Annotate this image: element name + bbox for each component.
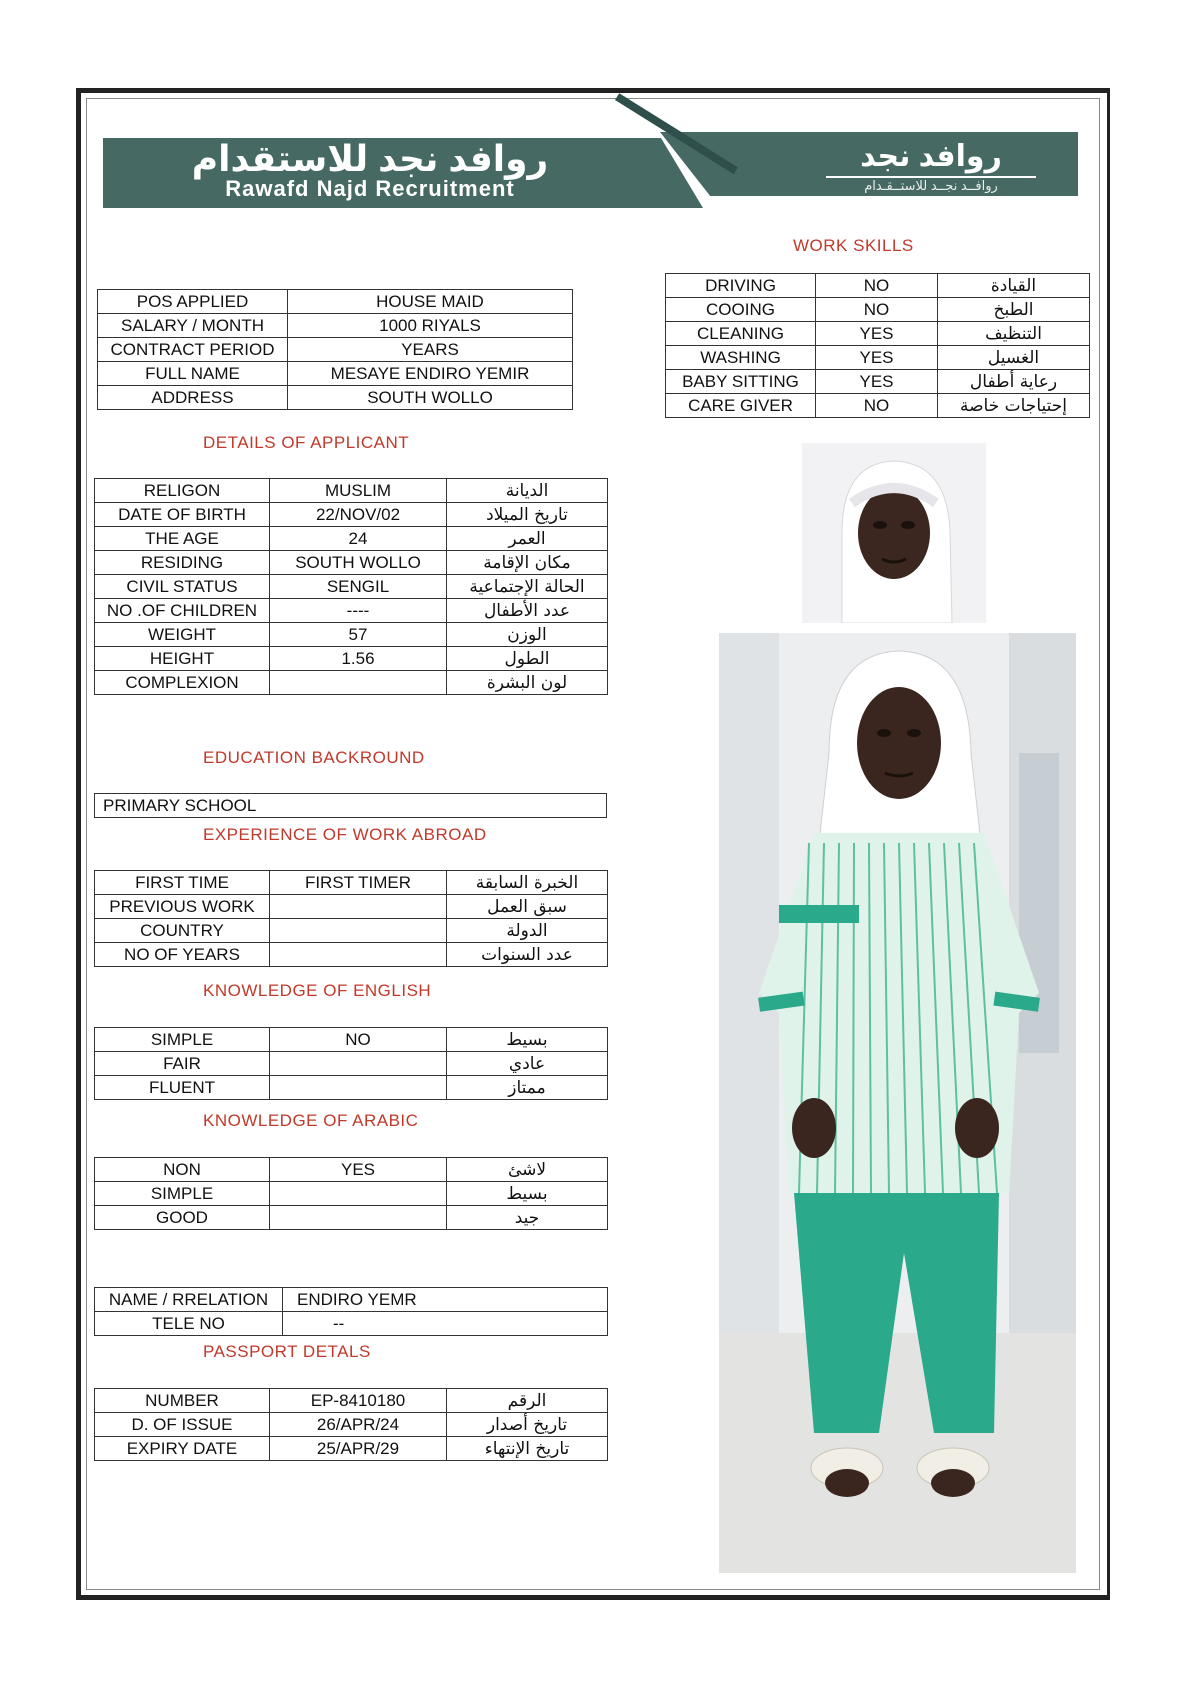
detail-value: SENGIL xyxy=(270,575,447,599)
experience-table xyxy=(94,870,608,967)
portrait-photo xyxy=(802,443,986,623)
detail-value: ---- xyxy=(270,599,447,623)
table-row xyxy=(95,527,608,551)
english-level-arabic: ممتاز xyxy=(447,1076,608,1100)
english-title: KNOWLEDGE OF ENGLISH xyxy=(203,981,432,1000)
experience-value xyxy=(270,919,447,943)
company-logo: روافد نجد xyxy=(826,140,1036,178)
detail-value: SOUTH WOLLO xyxy=(270,551,447,575)
arabic-level-label: NON xyxy=(95,1158,270,1182)
arabic-level-arabic: بسيط xyxy=(447,1182,608,1206)
table-row xyxy=(666,298,1090,322)
detail-label-arabic: العمر xyxy=(447,527,608,551)
relation-table xyxy=(94,1287,608,1336)
experience-value xyxy=(270,895,447,919)
table-row xyxy=(95,1288,608,1312)
applicant-details-table xyxy=(94,478,608,695)
detail-label-arabic: لون البشرة xyxy=(447,671,608,695)
passport-value: 26/APR/24 xyxy=(270,1413,447,1437)
field-label: ADDRESS xyxy=(98,386,288,410)
table-row xyxy=(95,647,608,671)
experience-label-arabic: سبق العمل xyxy=(447,895,608,919)
education-value: PRIMARY SCHOOL xyxy=(95,794,607,818)
phone-value: -- xyxy=(283,1312,608,1336)
field-value: 1000 RIYALS xyxy=(288,314,573,338)
detail-label: NO .OF CHILDREN xyxy=(95,599,270,623)
experience-title: EXPERIENCE OF WORK ABROAD xyxy=(203,825,487,844)
passport-label-arabic: الرقم xyxy=(447,1389,608,1413)
address-value: SOUTH WOLLO xyxy=(288,386,573,410)
table-row xyxy=(95,479,608,503)
arabic-level-value: YES xyxy=(270,1158,447,1182)
arabic-level-arabic: لاشئ xyxy=(447,1158,608,1182)
table-row xyxy=(95,871,608,895)
english-level-value xyxy=(270,1052,447,1076)
full-body-photo xyxy=(719,633,1076,1573)
detail-value: 1.56 xyxy=(270,647,447,671)
skill-label-arabic: الطبخ xyxy=(938,298,1090,322)
experience-label: COUNTRY xyxy=(95,919,270,943)
skill-label: CLEANING xyxy=(666,322,816,346)
full-name-value: MESAYE ENDIRO YEMIR xyxy=(288,362,573,386)
arabic-knowledge-title: KNOWLEDGE OF ARABIC xyxy=(203,1111,419,1130)
table-row xyxy=(95,919,608,943)
english-level-arabic: بسيط xyxy=(447,1028,608,1052)
education-title: EDUCATION BACKROUND xyxy=(203,748,425,767)
detail-label-arabic: الحالة الإجتماعية xyxy=(447,575,608,599)
table-row xyxy=(95,599,608,623)
skill-label: WASHING xyxy=(666,346,816,370)
experience-label-arabic: عدد السنوات xyxy=(447,943,608,967)
detail-label: COMPLEXION xyxy=(95,671,270,695)
table-row xyxy=(95,1413,608,1437)
table-row xyxy=(98,386,573,410)
work-skills-title: WORK SKILLS xyxy=(793,236,914,255)
passport-title: PASSPORT DETALS xyxy=(203,1342,371,1361)
detail-label: THE AGE xyxy=(95,527,270,551)
table-row xyxy=(95,1389,608,1413)
detail-label: RESIDING xyxy=(95,551,270,575)
table-row xyxy=(666,346,1090,370)
portrait-illustration xyxy=(802,443,986,623)
table-row xyxy=(666,322,1090,346)
passport-table xyxy=(94,1388,608,1461)
experience-value: FIRST TIMER xyxy=(270,871,447,895)
skill-label-arabic: إحتياجات خاصة xyxy=(938,394,1090,418)
phone-label: TELE NO xyxy=(95,1312,283,1336)
arabic-knowledge-table xyxy=(94,1157,608,1230)
english-level-label: SIMPLE xyxy=(95,1028,270,1052)
table-row xyxy=(95,943,608,967)
table-row xyxy=(95,1028,608,1052)
table-row xyxy=(95,1312,608,1336)
detail-label: DATE OF BIRTH xyxy=(95,503,270,527)
detail-label-arabic: مكان الإقامة xyxy=(447,551,608,575)
english-level-value xyxy=(270,1076,447,1100)
table-row xyxy=(95,623,608,647)
skill-label: DRIVING xyxy=(666,274,816,298)
skill-label-arabic: رعاية أطفال xyxy=(938,370,1090,394)
detail-value xyxy=(270,671,447,695)
experience-label: PREVIOUS WORK xyxy=(95,895,270,919)
field-label: SALARY / MONTH xyxy=(98,314,288,338)
table-row xyxy=(95,1076,608,1100)
table-row xyxy=(95,1206,608,1230)
work-skills-table xyxy=(665,273,1090,418)
english-level-label: FAIR xyxy=(95,1052,270,1076)
table-row xyxy=(98,338,573,362)
relation-name-value: ENDIRO YEMR xyxy=(283,1288,608,1312)
field-value: YEARS xyxy=(288,338,573,362)
skill-value: YES xyxy=(816,346,938,370)
detail-label-arabic: تاريخ الميلاد xyxy=(447,503,608,527)
detail-label: RELIGON xyxy=(95,479,270,503)
skill-label: CARE GIVER xyxy=(666,394,816,418)
detail-label: HEIGHT xyxy=(95,647,270,671)
detail-label-arabic: الوزن xyxy=(447,623,608,647)
skill-value: NO xyxy=(816,394,938,418)
passport-label-arabic: تاريخ أصدار xyxy=(447,1413,608,1437)
skill-value: YES xyxy=(816,370,938,394)
skill-label-arabic: الغسيل xyxy=(938,346,1090,370)
passport-label: EXPIRY DATE xyxy=(95,1437,270,1461)
experience-label: FIRST TIME xyxy=(95,871,270,895)
english-level-value: NO xyxy=(270,1028,447,1052)
full-body-illustration xyxy=(719,633,1076,1573)
brand-name-arabic: روافد نجد للاستقدام xyxy=(191,138,549,179)
experience-label-arabic: الدولة xyxy=(447,919,608,943)
experience-label-arabic: الخبرة السابقة xyxy=(447,871,608,895)
field-value: HOUSE MAID xyxy=(288,290,573,314)
field-label: CONTRACT PERIOD xyxy=(98,338,288,362)
detail-label-arabic: الطول xyxy=(447,647,608,671)
skill-value: NO xyxy=(816,298,938,322)
english-level-label: FLUENT xyxy=(95,1076,270,1100)
skill-label: BABY SITTING xyxy=(666,370,816,394)
skill-label-arabic: القيادة xyxy=(938,274,1090,298)
detail-value: 57 xyxy=(270,623,447,647)
company-logo-subtitle: روافــد نجــد للاستــقـدام xyxy=(864,178,998,193)
passport-value: 25/APR/29 xyxy=(270,1437,447,1461)
table-row xyxy=(666,394,1090,418)
skill-value: NO xyxy=(816,274,938,298)
table-row xyxy=(666,370,1090,394)
table-row xyxy=(95,671,608,695)
detail-value: MUSLIM xyxy=(270,479,447,503)
skill-label: COOING xyxy=(666,298,816,322)
detail-label-arabic: الديانة xyxy=(447,479,608,503)
arabic-level-label: SIMPLE xyxy=(95,1182,270,1206)
applicant-details-title: DETAILS OF APPLICANT xyxy=(203,433,410,452)
detail-label-arabic: عدد الأطفال xyxy=(447,599,608,623)
application-table xyxy=(97,289,573,410)
table-row xyxy=(98,290,573,314)
education-table xyxy=(94,793,607,818)
relation-label: NAME / RRELATION xyxy=(95,1288,283,1312)
detail-label: WEIGHT xyxy=(95,623,270,647)
arabic-level-value xyxy=(270,1182,447,1206)
passport-label: D. OF ISSUE xyxy=(95,1413,270,1437)
arabic-level-value xyxy=(270,1206,447,1230)
table-row xyxy=(95,551,608,575)
skill-value: YES xyxy=(816,322,938,346)
table-row xyxy=(666,274,1090,298)
table-row xyxy=(95,1158,608,1182)
table-row xyxy=(95,1437,608,1461)
passport-value: EP-8410180 xyxy=(270,1389,447,1413)
arabic-level-arabic: جيد xyxy=(447,1206,608,1230)
detail-value: 22/NOV/02 xyxy=(270,503,447,527)
experience-value xyxy=(270,943,447,967)
table-row xyxy=(95,575,608,599)
passport-label-arabic: تاريخ الإنتهاء xyxy=(447,1437,608,1461)
english-level-arabic: عادي xyxy=(447,1052,608,1076)
detail-value: 24 xyxy=(270,527,447,551)
field-label: POS APPLIED xyxy=(98,290,288,314)
table-row xyxy=(95,1182,608,1206)
table-row xyxy=(98,362,573,386)
brand-name-english: Rawafd Najd Recruitment xyxy=(225,176,515,201)
table-row xyxy=(95,503,608,527)
experience-label: NO OF YEARS xyxy=(95,943,270,967)
english-table xyxy=(94,1027,608,1100)
table-row xyxy=(98,314,573,338)
skill-label-arabic: التنظيف xyxy=(938,322,1090,346)
table-row xyxy=(95,1052,608,1076)
detail-label: CIVIL STATUS xyxy=(95,575,270,599)
table-row xyxy=(95,794,607,818)
field-label: FULL NAME xyxy=(98,362,288,386)
arabic-level-label: GOOD xyxy=(95,1206,270,1230)
passport-label: NUMBER xyxy=(95,1389,270,1413)
table-row xyxy=(95,895,608,919)
